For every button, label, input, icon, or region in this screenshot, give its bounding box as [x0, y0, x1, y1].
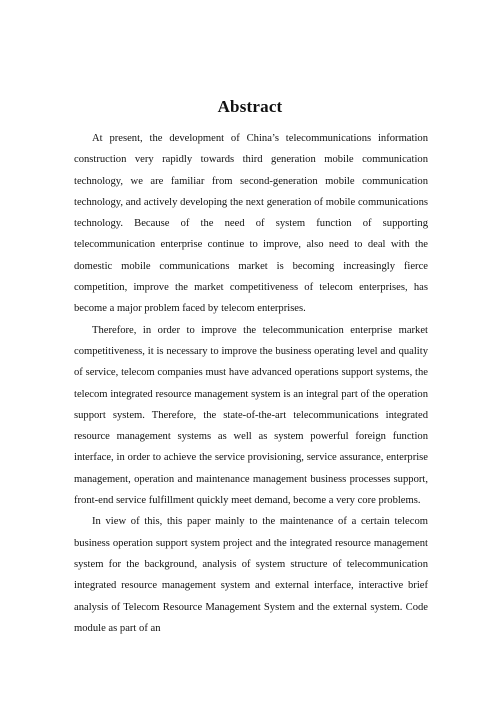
abstract-paragraph-3: In view of this, this paper mainly to the maintenance of a certain telecom business operation support system project and the integrated resource management system for the background, analysis of system structure of telecommunication integrated resource management system and external interface, interactive brief analysis of Telecom Resource Management System and the external system. Code module as part of an	[74, 516, 428, 634]
abstract-paragraph-1: At present, the development of China’s telecommunications information construction very rapidly towards third generation mobile communication technology, we are familiar from second-generation mobile communication technology, and actively developing the next generation of mobile communications technology. Because of the need of system function of supporting telecommunication enterprise continue to improve, also need to deal with the domestic mobile communications market is becoming increasingly fierce competition, improve the market competitiveness of telecom enterprises, has become a major problem faced by telecom enterprises.	[74, 133, 428, 315]
abstract-paragraph-2: Therefore, in order to improve the telecommunication enterprise market competitiveness, it is necessary to improve the business operating level and quality of service, telecom companies must have advanced operations support systems, the telecom integrated resource management system is an integral part of the operation support system. Therefore, the state-of-the-art telecommunications integrated resource management systems as well as system powerful foreign function interface, in order to achieve the service provisioning, service assurance, enterprise management, operation and maintenance management business processes support, front-end service fulfillment quickly meet demand, become a very core problems.	[74, 324, 428, 507]
page-title: Abstract	[217, 97, 283, 116]
abstract-body	[74, 128, 428, 639]
